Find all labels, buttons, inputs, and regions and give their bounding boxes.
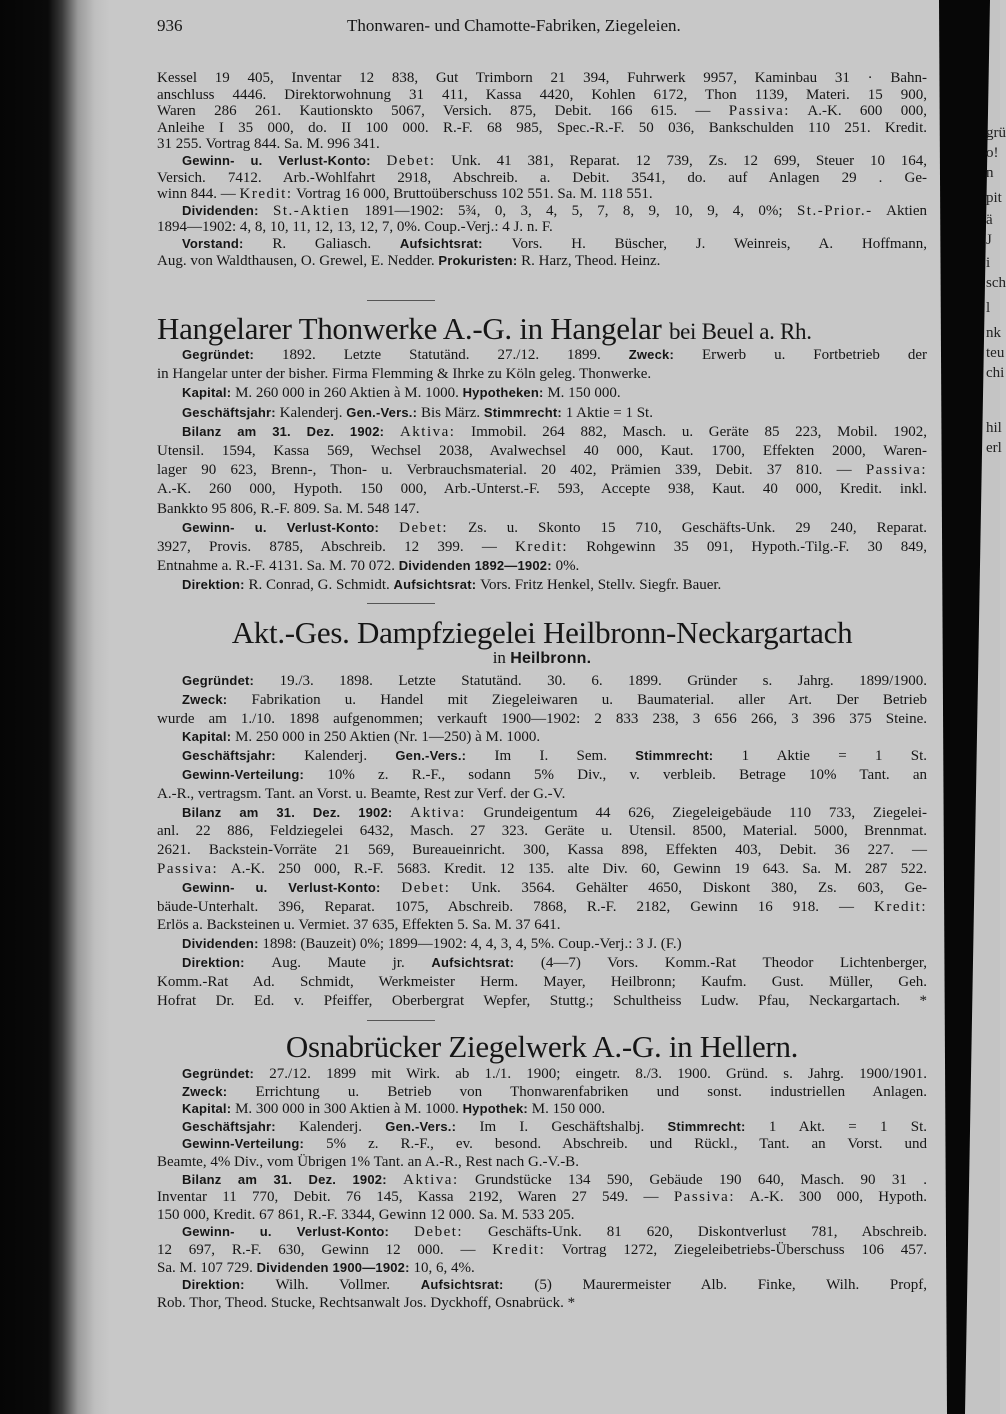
- field-value: 1891—1902: 5¾, 0, 3, 4, 5, 7, 8, 9, 10, 9, 4, 0%;: [350, 202, 797, 219]
- text-line: [157, 936, 927, 953]
- field-value: R. Harz, Theod. Heinz.: [521, 252, 661, 269]
- field-label: Geschäftsjahr:: [182, 1118, 300, 1134]
- field-value: Unk. 41 381, Reparat. 12 739, Zs. 12 699, Steuer 10 164,: [435, 153, 927, 169]
- adjacent-page-fragment: hil: [986, 420, 1002, 436]
- field-label: Gegründet:: [182, 673, 280, 688]
- company-title: [157, 312, 927, 349]
- field-value: M. 250 000 in 250 Aktien (Nr. 1—250) à M. 1000.: [235, 729, 541, 746]
- field-value: 1892. Letzte Statutänd. 27./12. 1899.: [282, 347, 629, 363]
- text-line: [157, 253, 927, 270]
- field-value: Vortrag 1272, Ziegeleibetriebs-Überschuss 106 457.: [545, 1242, 927, 1258]
- location-city: Heilbronn.: [510, 650, 592, 667]
- spaced-label: Kredit:: [515, 539, 569, 555]
- field-label: Dividenden:: [182, 936, 263, 952]
- company-name: Osnabrücker Ziegelwerk A.-G. in Hellern.: [285, 1029, 799, 1064]
- field-label: Gewinn- u. Verlust-Konto:: [182, 519, 400, 535]
- field-value: 1 Aktie = 1 St.: [565, 404, 653, 421]
- text-line: [157, 1172, 927, 1189]
- field-label: Hypothek:: [462, 1101, 532, 1117]
- company-title: [157, 616, 927, 650]
- text-line: [157, 405, 927, 422]
- field-value: 3927, Provis. 8785, Abschreib. 12 399. —: [157, 539, 516, 555]
- field-label: Kapital:: [182, 1101, 236, 1117]
- field-value: winn 844. —: [157, 186, 240, 203]
- spaced-label: Debet:: [401, 879, 451, 896]
- text-line: [157, 219, 927, 236]
- field-value: Grundstücke 134 590, Gebäude 190 640, Masch. 90 31 .: [458, 1171, 927, 1188]
- spaced-label: Kredit:: [874, 898, 927, 915]
- spaced-label: Passiva:: [673, 1189, 735, 1206]
- spaced-label: Aktiva:: [410, 804, 466, 821]
- field-value: 2621. Backstein-Vorräte 21 569, Bureaueinricht. 300, Kassa 898, Effekten 403, Debit. 36 227. —: [157, 842, 927, 859]
- field-value: 12 697, R.-F. 630, Gewinn 12 000. —: [157, 1242, 493, 1258]
- section-separator: [367, 1020, 435, 1021]
- field-value: Inventar 11 770, Debit. 76 145, Kassa 2192, Waren 27 549. —: [157, 1189, 674, 1206]
- field-label: Aufsichtsrat:: [420, 1277, 535, 1293]
- text-line: [157, 974, 927, 991]
- company-title: [157, 1030, 927, 1064]
- field-value: Im I. Sem.: [494, 748, 636, 765]
- field-value: Anleihe I 35 000, do. II 100 000. R.-F. 68 985, Spec.-R.-F. 50 036, Bankschulden 110 251. Kredit.: [157, 119, 927, 136]
- text-line: [157, 501, 927, 518]
- section-separator: [367, 300, 435, 301]
- adjacent-page-fragment: sch: [986, 275, 1006, 291]
- field-label: Dividenden 1892—1902:: [398, 558, 556, 574]
- text-line: [157, 136, 927, 153]
- field-value: A.-R., vertragsm. Tant. an Vorst. u. Beamte, Rest zur Verf. der G.-V.: [157, 785, 566, 802]
- field-label: Bilanz am 31. Dez. 1902:: [182, 423, 400, 439]
- text-line: [157, 786, 927, 803]
- field-label: Aufsichtsrat:: [399, 236, 512, 251]
- adjacent-page-fragment: ä: [986, 212, 993, 228]
- field-value: A.-K. 260 000, Hypoth. 150 000, Arb.-Unterst.-F. 593, Accepte 938, Kaut. 40 000, Kredit. inkl.: [157, 481, 927, 498]
- field-value: Geschäfts-Unk. 81 620, Diskontverlust 781, Abschreib.: [463, 1224, 927, 1241]
- field-label: Gewinn- u. Verlust-Konto:: [182, 879, 402, 895]
- field-label: Gewinn- u. Verlust-Konto:: [182, 153, 387, 168]
- field-label: Aufsichtsrat:: [393, 577, 481, 593]
- field-label: Gegründet:: [182, 347, 283, 362]
- text-line: [157, 385, 927, 402]
- field-value: Rob. Thor, Theod. Stucke, Rechtsanwalt Jos. Dyckhoff, Osnabrück. *: [157, 1294, 576, 1311]
- text-line: [157, 1119, 927, 1136]
- spaced-label: Passiva:: [865, 462, 927, 479]
- text-line: [157, 462, 927, 479]
- field-value: Unk. 3564. Gehälter 4650, Diskont 380, Zs. 603, Ge-: [450, 879, 927, 896]
- field-value: Immobil. 264 882, Masch. u. Geräte 85 223, Mobil. 1902,: [455, 423, 927, 440]
- text-line: [157, 481, 927, 498]
- field-value: A.-K. 600 000,: [789, 103, 927, 120]
- field-label: Geschäftsjahr:: [182, 748, 305, 764]
- field-label: Kapital:: [182, 385, 236, 401]
- field-label: Stimmrecht:: [483, 404, 566, 420]
- text-line: [157, 203, 927, 220]
- text-line: [157, 917, 927, 934]
- field-value: Grundeigentum 44 626, Ziegeleigebäude 110 733, Ziegelei-: [465, 804, 927, 821]
- field-value: Zs. u. Skonto 15 710, Geschäfts-Unk. 29 240, Reparat.: [448, 519, 928, 536]
- text-line: [157, 1066, 927, 1083]
- adjacent-page-fragment: J: [986, 232, 992, 248]
- field-value: Bankkto 95 806, R.-F. 809. Sa. M. 548 147.: [157, 500, 420, 517]
- field-value: Komm.-Rat Ad. Schmidt, Werkmeister Herm. Mayer, Heilbronn; Kaufm. Gust. Müller, Geh.: [157, 973, 927, 990]
- field-value: Aktien: [872, 202, 927, 219]
- field-label: Direktion:: [182, 1277, 276, 1293]
- adjacent-page-fragment: nk: [986, 325, 1001, 341]
- text-line: [157, 1295, 927, 1312]
- text-line: [157, 1084, 927, 1101]
- field-value: Kessel 19 405, Inventar 12 838, Gut Trimborn 21 394, Fuhrwerk 9957, Kaminbau 31 · Bahn-: [157, 70, 927, 86]
- field-value: Bis März.: [420, 404, 484, 421]
- field-label: Zweck:: [182, 691, 252, 707]
- field-value: 1 Aktie = 1 St.: [741, 748, 927, 765]
- field-value: Rohgewinn 35 091, Hypoth.-Tilg.-F. 30 849,: [568, 539, 927, 555]
- field-value: Sa. M. 107 729.: [157, 1259, 257, 1276]
- text-line: [157, 1242, 927, 1259]
- text-line: [157, 120, 927, 137]
- text-line: [157, 520, 927, 537]
- text-line: [157, 748, 927, 765]
- location-prefix: in: [492, 648, 506, 667]
- field-label: Hypotheken:: [462, 385, 548, 401]
- field-value: anl. 22 886, Feldziegelei 6432, Masch. 27 323. Geräte u. Utensil. 8500, Material. 5000, Brennmat.: [157, 823, 927, 840]
- field-label: Bilanz am 31. Dez. 1902:: [182, 1171, 404, 1187]
- adjacent-page-fragment: i: [986, 255, 991, 271]
- field-label: Dividenden 1900—1902:: [256, 1259, 414, 1275]
- text-line: [157, 805, 927, 822]
- spaced-label: Passiva:: [728, 103, 790, 120]
- field-label: Gen.-Vers.:: [346, 404, 421, 420]
- adjacent-page-fragment: teu: [986, 345, 1005, 361]
- field-label: Gegründet:: [182, 1066, 270, 1081]
- field-value: Im I. Geschäftshalbj.: [479, 1118, 668, 1135]
- running-title: Thonwaren- und Chamotte-Fabriken, Ziegeleien.: [347, 16, 681, 35]
- field-value: 1 Akt. = 1 St.: [768, 1118, 927, 1135]
- field-value: Kalenderj.: [279, 404, 347, 421]
- text-line: [157, 880, 927, 897]
- field-value: Kalenderj.: [299, 1118, 386, 1135]
- field-value: Entnahme a. R.-F. 4131. Sa. M. 70 072.: [157, 558, 399, 575]
- field-value: (4—7) Vors. Komm.-Rat Theodor Lichtenberger,: [540, 955, 927, 971]
- field-label: Gewinn-Verteilung:: [182, 1136, 327, 1152]
- text-line: [157, 170, 927, 187]
- adjacent-page-fragment: pit: [986, 190, 1002, 206]
- field-value: 0%.: [555, 558, 580, 575]
- field-value: Versich. 7412. Arb.-Wohlfahrt 2918, Abschreib. a. Debit. 3541, do. auf Anlagen 29 . Ge-: [157, 169, 927, 186]
- company-name: Akt.-Ges. Dampfziegelei Heilbronn-Neckargartach: [231, 615, 853, 650]
- field-value: lager 90 623, Brenn-, Thon- u. Verbrauchsmaterial. 20 402, Prämien 339, Debit. 37 810. —: [157, 462, 866, 479]
- field-label: Gewinn- u. Verlust-Konto:: [182, 1224, 415, 1240]
- field-value: anschluss 4446. Direktorwohnung 31 411, Kassa 4420, Kohlen 6172, Thon 1139, Materi. 15 900,: [157, 86, 927, 103]
- spaced-label: Kredit:: [239, 186, 293, 203]
- text-line: [157, 1224, 927, 1241]
- spaced-label: St.-Prior.-: [796, 202, 873, 219]
- field-label: Dividenden:: [182, 202, 274, 218]
- field-value: (5) Maurermeister Alb. Finke, Wilh. Propf,: [534, 1277, 928, 1294]
- field-label: Geschäftsjahr:: [182, 404, 280, 420]
- text-line: [157, 558, 927, 575]
- field-value: A.-K. 300 000, Hypoth.: [735, 1189, 928, 1206]
- text-line: [157, 347, 927, 364]
- field-value: Utensil. 1594, Kassa 569, Wechsel 2038, Avalwechsel 40 000, Kaut. 1700, Effekten 2000, Waren-: [157, 443, 927, 459]
- field-value: Vortrag 16 000, Bruttoüberschuss 102 551. Sa. M. 118 551.: [292, 186, 653, 203]
- text-line: [157, 153, 927, 170]
- company-location: [157, 648, 927, 668]
- spaced-label: Kredit:: [492, 1242, 546, 1258]
- field-value: Erwerb u. Fortbetrieb der: [702, 347, 927, 363]
- field-value: Vors. H. Büscher, J. Weinreis, A. Hoffmann,: [511, 236, 927, 252]
- adjacent-page-fragment: grü: [986, 125, 1006, 141]
- text-line: [157, 443, 927, 460]
- field-value: Aug. von Waldthausen, O. Grewel, E. Nedder.: [157, 252, 439, 269]
- field-value: M. 260 000 in 260 Aktien à M. 1000.: [235, 385, 463, 402]
- text-line: [157, 539, 927, 556]
- spaced-label: Passiva:: [157, 861, 219, 877]
- text-line: [157, 767, 927, 784]
- field-value: R. Conrad, G. Schmidt.: [248, 577, 394, 594]
- spaced-label: Debet:: [414, 1224, 464, 1241]
- section-separator: [367, 603, 435, 604]
- field-label: Zweck:: [182, 1083, 256, 1099]
- page-number: 936: [157, 16, 183, 35]
- field-label: Direktion:: [182, 955, 272, 970]
- spaced-label: Aktiva:: [403, 1171, 459, 1188]
- field-value: R. Galiasch.: [272, 236, 400, 252]
- field-label: Gen.-Vers.:: [385, 1118, 480, 1134]
- text-line: [157, 1207, 927, 1224]
- field-value: 1894—1902: 4, 8, 10, 11, 12, 13, 12, 7, 0%. Coup.-Verj.: 4 J. n. F.: [157, 219, 553, 236]
- field-value: bäude-Unterhalt. 396, Reparat. 1075, Abschreib. 7868, R.-F. 2182, Gewinn 16 918. —: [157, 898, 874, 915]
- field-value: Wilh. Vollmer.: [275, 1277, 421, 1294]
- adjacent-page-fragment: chi: [986, 365, 1005, 381]
- text-line: [157, 993, 927, 1010]
- text-line: [157, 823, 927, 840]
- field-value: Kalenderj.: [304, 748, 396, 765]
- text-line: [157, 186, 927, 203]
- field-value: M. 150 000.: [531, 1101, 606, 1118]
- field-value: wurde am 1./10. 1898 aufgenommen; verkauft 1900—1902: 2 833 238, 3 656 266, 3 396 375 Steine.: [157, 710, 927, 727]
- text-line: [157, 1154, 927, 1171]
- field-label: Vorstand:: [182, 236, 273, 251]
- field-value: Hofrat Dr. Ed. v. Pfeiffer, Oberbergrat Wepfer, Stuttg.; Schultheiss Ludw. Pfau, Neckargartach. *: [157, 992, 927, 1009]
- spaced-label: Aktiva:: [399, 423, 456, 440]
- field-value: Vors. Fritz Henkel, Stellv. Siegfr. Bauer.: [480, 577, 722, 594]
- field-value: 1898: (Bauzeit) 0%; 1899—1902: 4, 4, 3, 4, 5%. Coup.-Verj.: 3 J. (F.): [262, 936, 682, 953]
- field-label: Prokuristen:: [438, 252, 522, 268]
- text-line: [157, 1260, 927, 1277]
- text-line: [157, 87, 927, 104]
- spaced-label: Debet:: [386, 153, 436, 169]
- field-value: Fabrikation u. Handel mit Ziegeleiwaren u. Baumaterial. aller Art. Der Betrieb: [251, 691, 927, 708]
- field-value: 19./3. 1898. Letzte Statutänd. 30. 6. 1899. Gründer s. Jahrg. 1899/1900.: [279, 673, 927, 689]
- text-line: [157, 103, 927, 120]
- field-value: Errichtung u. Betrieb von Thonwarenfabriken und sonst. industriellen Anlagen.: [255, 1083, 927, 1100]
- field-value: 150 000, Kredit. 67 861, R.-F. 3344, Gewinn 12 000. Sa. M. 533 205.: [157, 1206, 575, 1223]
- adjacent-page-fragment: l: [986, 300, 991, 316]
- field-label: Stimmrecht:: [667, 1118, 769, 1134]
- text-line: [157, 577, 927, 594]
- text-line: [157, 842, 927, 859]
- field-value: 5% z. R.-F., ev. besond. Abschreib. und Rückl., Tant. an Vorst. und: [326, 1136, 927, 1153]
- adjacent-page-fragment: o!: [986, 145, 999, 161]
- text-line: [157, 955, 927, 972]
- text-line: [157, 1101, 927, 1118]
- text-line: [157, 692, 927, 709]
- text-line: [157, 366, 927, 383]
- text-line: [157, 861, 927, 878]
- text-line: [157, 424, 927, 441]
- field-value: Waren 286 261. Kautionskto 5067, Versich. 875, Debit. 166 615. —: [157, 103, 729, 120]
- field-value: Aug. Maute jr.: [271, 955, 432, 971]
- text-line: [157, 236, 927, 253]
- field-label: Stimmrecht:: [635, 748, 742, 764]
- text-line: [157, 899, 927, 916]
- field-label: Zweck:: [628, 347, 702, 362]
- field-label: Gewinn-Verteilung:: [182, 767, 328, 782]
- field-value: 31 255. Vortrag 844. Sa. M. 996 341.: [157, 136, 380, 153]
- field-value: Erlös a. Backsteinen u. Vermiet. 37 635, Effekten 5. Sa. M. 37 641.: [157, 917, 561, 934]
- text-line: [157, 711, 927, 728]
- field-value: M. 300 000 in 300 Aktien à M. 1000.: [235, 1101, 463, 1118]
- field-label: Kapital:: [182, 729, 236, 745]
- field-value: 10% z. R.-F., sodann 5% Div., v. verbleib. Betrage 10% Tant. an: [327, 767, 927, 783]
- field-value: in Hangelar unter der bisher. Firma Flemming & Ihrke zu Köln geleg. Thonwerke.: [157, 366, 652, 383]
- adjacent-page-fragment: erl: [986, 440, 1002, 456]
- text-line: [157, 70, 927, 87]
- adjacent-page-fragment: n: [986, 165, 994, 181]
- spaced-label: Debet:: [399, 519, 449, 536]
- field-label: Direktion:: [182, 577, 249, 593]
- field-label: Aufsichtsrat:: [431, 955, 541, 970]
- spaced-label: St.-Aktien: [273, 202, 351, 219]
- field-value: 27./12. 1899 mit Wirk. ab 1./1. 1900; eingetr. 8./3. 1900. Gründ. s. Jahrg. 1900/1901.: [269, 1066, 927, 1082]
- company-location-suffix: bei Beuel a. Rh.: [668, 319, 812, 344]
- text-line: [157, 1136, 927, 1153]
- text-line: [157, 1189, 927, 1206]
- company-name: Hangelarer Thonwerke A.-G. in Hangelar: [157, 311, 662, 346]
- field-value: M. 150 000.: [547, 385, 621, 402]
- text-line: [157, 673, 927, 690]
- text-line: [157, 1277, 927, 1294]
- field-value: Beamte, 4% Div., vom Übrigen 1% Tant. an A.-R., Rest nach G.-V.-B.: [157, 1154, 579, 1170]
- field-label: Bilanz am 31. Dez. 1902:: [182, 804, 411, 820]
- field-label: Gen.-Vers.:: [395, 748, 495, 764]
- text-line: [157, 729, 927, 746]
- field-value: 10, 6, 4%.: [413, 1259, 475, 1276]
- field-value: A.-K. 250 000, R.-F. 5683. Kredit. 12 135. alte Div. 60, Gewinn 19 643. Sa. M. 287 522.: [218, 861, 927, 877]
